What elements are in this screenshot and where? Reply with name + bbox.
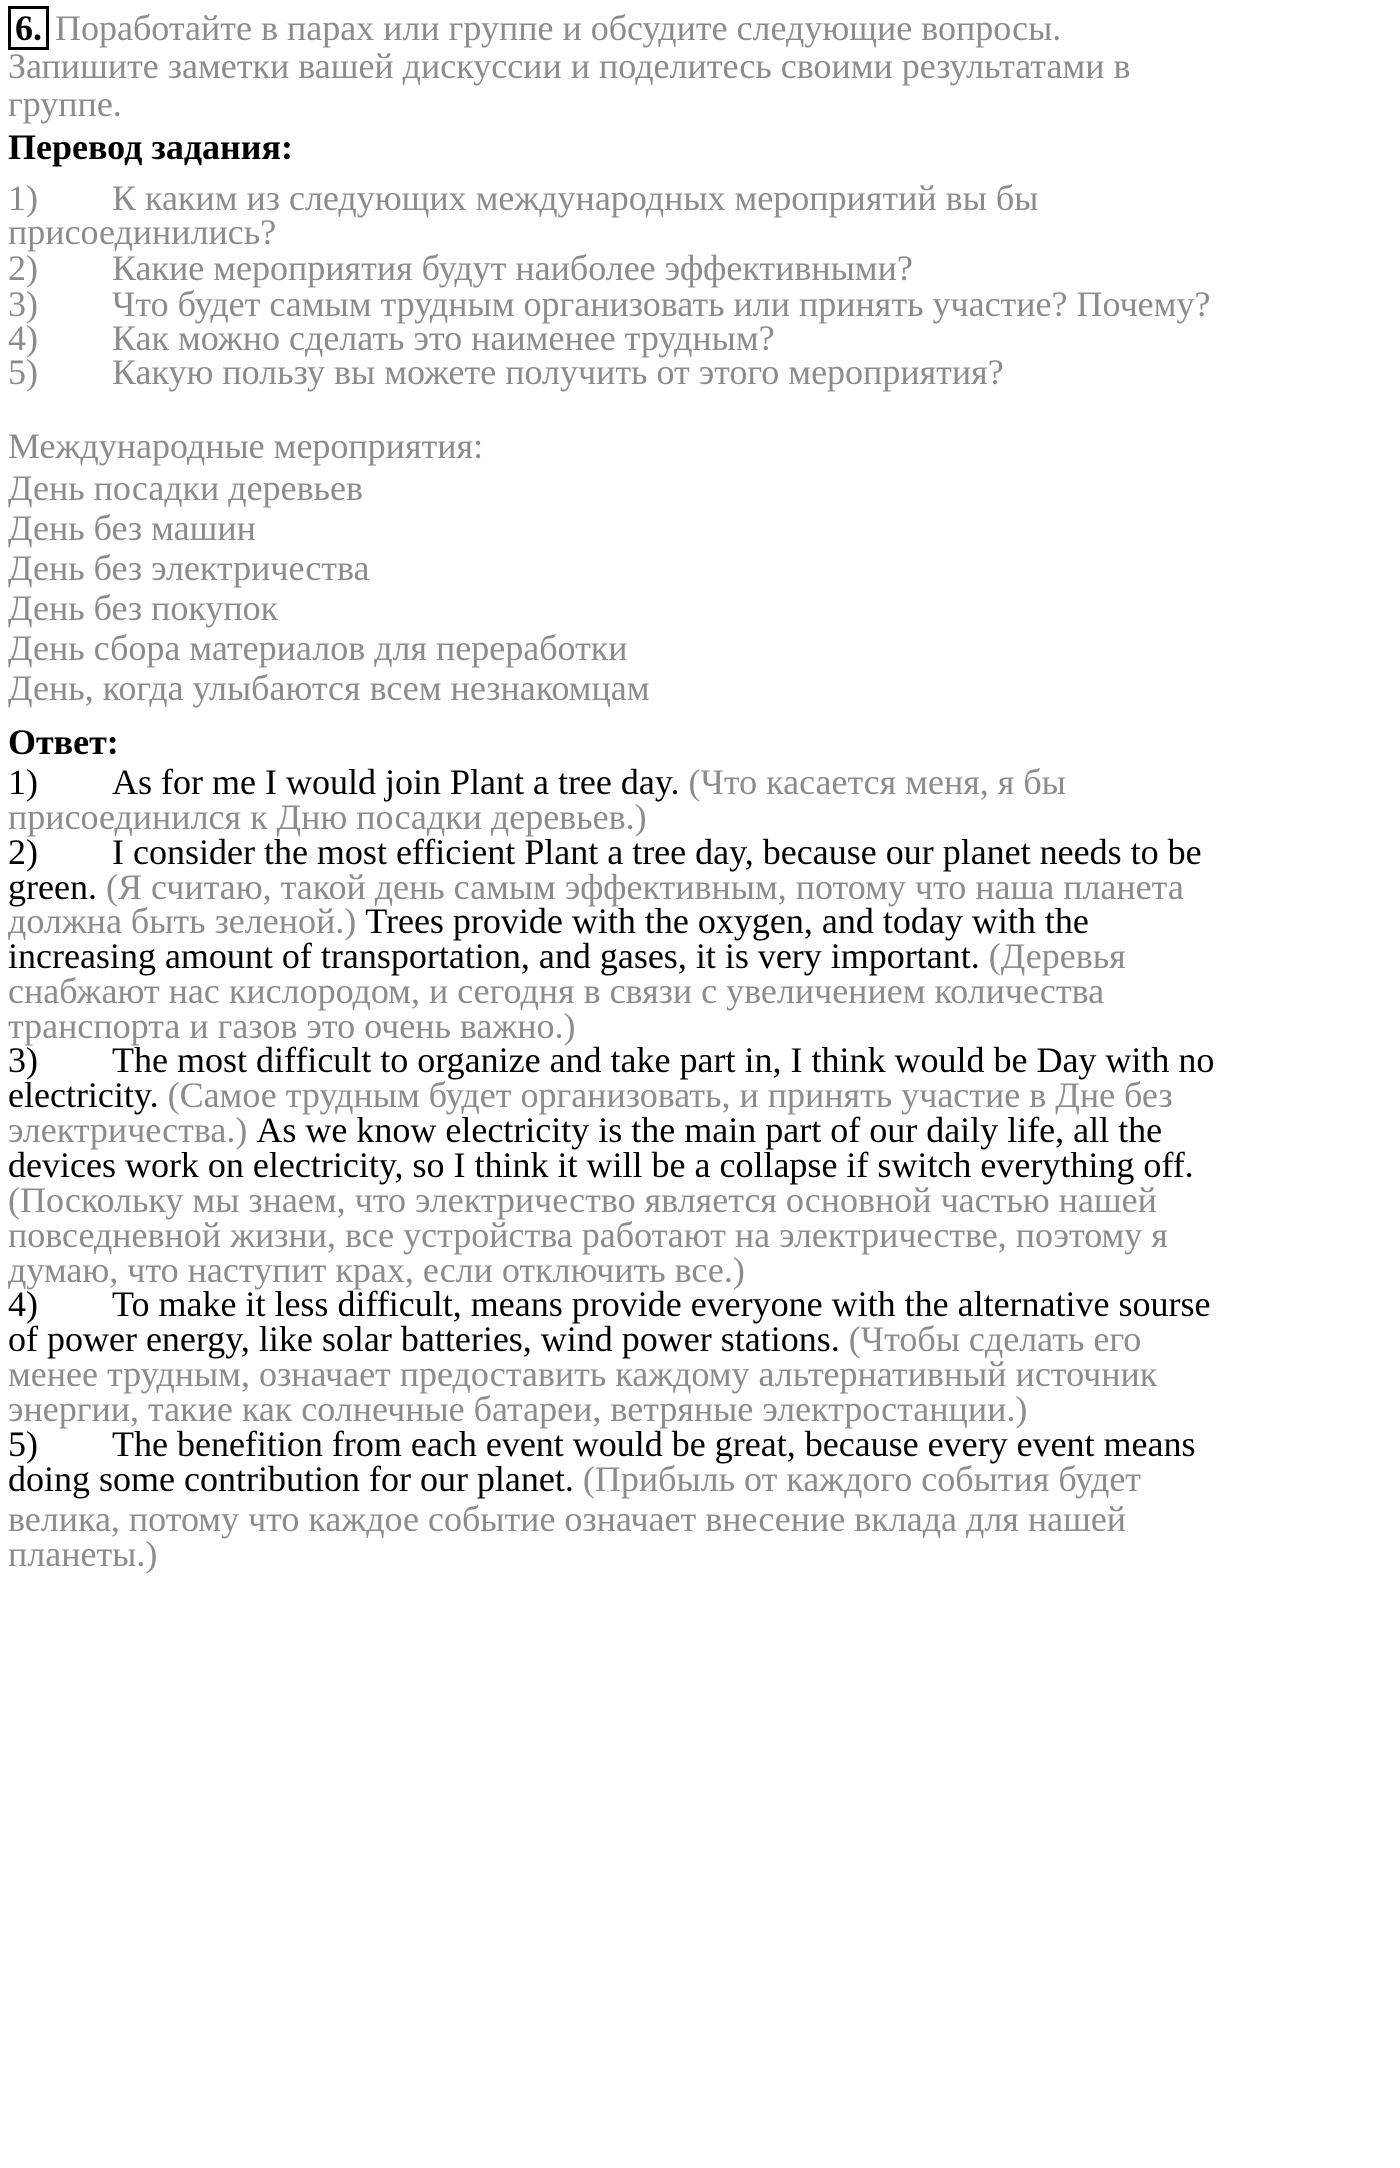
task-number: 6. [8,6,49,50]
answer-3-line-7: думаю, что наступит крах, если отключить все.) [8,1250,745,1290]
answer-3-line-6: повседневной жизни, все устройства работают на электричестве, поэтому я [8,1215,1168,1255]
answer-english: I consider the most efficient Plant a tree day, because our planet needs to be [112,832,1202,872]
event-item: День сбора материалов для переработки [8,628,628,668]
question-number: 5) [8,352,38,392]
answer-english: doing some contribution for our planet. [8,1459,574,1499]
question-1-continued: присоединились? [8,212,277,252]
answer-translation: (Деревья [979,936,1126,976]
answer-1-translation-continued: присоединился к Дню посадки деревьев.) [8,797,647,837]
answer-number: 1) [8,762,38,802]
answer-3-line-4: devices work on electricity, so I think it will be a collapse if switch everything off. [8,1145,1194,1185]
answer-5-line-2 [8,1457,1141,1501]
question-text: Что будет самым трудным организовать или принять участие? Почему? [112,284,1211,324]
event-item: День посадки деревьев [8,468,363,508]
answer-english: The benefition from each event would be great, because every event means [112,1424,1196,1464]
answer-english: green. [8,867,97,907]
task-intro-line-2: Запишите заметки вашей дискуссии и поделитесь своими результатами в [8,46,1131,86]
answer-translation: (Что касается меня, я бы [679,762,1066,802]
task-intro-text-1: Поработайте в парах или группе и обсудите следующие вопросы. [55,8,1062,48]
answer-english: of power energy, like solar batteries, wind power stations. [8,1319,840,1359]
answer-english: As for me I would join Plant a tree day. [112,762,680,802]
answer-number: 4) [8,1284,38,1324]
task-intro-line-3: группе. [8,84,122,124]
question-number: 2) [8,248,38,288]
event-item: День, когда улыбаются всем незнакомцам [8,668,650,708]
question-5 [8,350,1004,394]
answer-heading: Ответ: [8,722,119,762]
answer-4-line-4: энергии, такие как солнечные батареи, ветряные электростанции.) [8,1389,1028,1429]
answer-english: electricity. [8,1075,159,1115]
answer-5-line-4: планеты.) [8,1534,158,1574]
question-text: Как можно сделать это наименее трудным? [112,318,775,358]
answer-translation: должна быть зеленой.) [8,901,357,941]
answer-3-line-5: (Поскольку мы знаем, что электричество является основной частью нашей [8,1180,1157,1220]
answer-english: increasing amount of transportation, and gases, it is very important. [8,936,980,976]
answer-2-line-6: транспорта и газов это очень важно.) [8,1006,576,1046]
answer-translation: электричества.) [8,1110,248,1150]
answer-number: 2) [8,832,38,872]
event-item: День без электричества [8,548,370,588]
question-text: Какие мероприятия будут наиболее эффективными? [112,248,913,288]
question-text: Какую пользу вы можете получить от этого мероприятия? [112,352,1004,392]
answer-translation: (Я считаю, такой день самым эффективным, потому что наша планета [96,867,1184,907]
answer-number: 3) [8,1040,38,1080]
answer-translation: (Самое трудным будет организовать, и принять участие в Дне без [158,1075,1173,1115]
question-number: 3) [8,284,38,324]
question-number: 4) [8,318,38,358]
answer-english: To make it less difficult, means provide everyone with the alternative sourse [112,1284,1211,1324]
question-text: К каким из следующих международных мероприятий вы бы [112,178,1039,218]
question-number: 1) [8,178,38,218]
translation-heading: Перевод задания: [8,127,293,167]
answer-5-line-3: велика, потому что каждое событие означает внесение вклада для нашей [8,1499,1127,1539]
answer-4-line-3: менее трудным, означает предоставить каждому альтернативный источник [8,1354,1158,1394]
event-item: День без машин [8,508,256,548]
events-heading: Международные мероприятия: [8,426,484,466]
answer-number: 5) [8,1424,38,1464]
answer-english: Trees provide with the oxygen, and today with the [356,901,1089,941]
event-item: День без покупок [8,588,279,628]
answer-2-line-5: снабжают нас кислородом, и сегодня в связи с увеличением количества [8,971,1105,1011]
answer-translation: (Чтобы сделать его [839,1319,1142,1359]
answer-translation: (Прибыль от каждого события будет [573,1459,1142,1499]
answer-english: The most difficult to organize and take part in, I think would be Day with no [112,1040,1215,1080]
answer-english: As we know electricity is the main part of our daily life, all the [247,1110,1163,1150]
